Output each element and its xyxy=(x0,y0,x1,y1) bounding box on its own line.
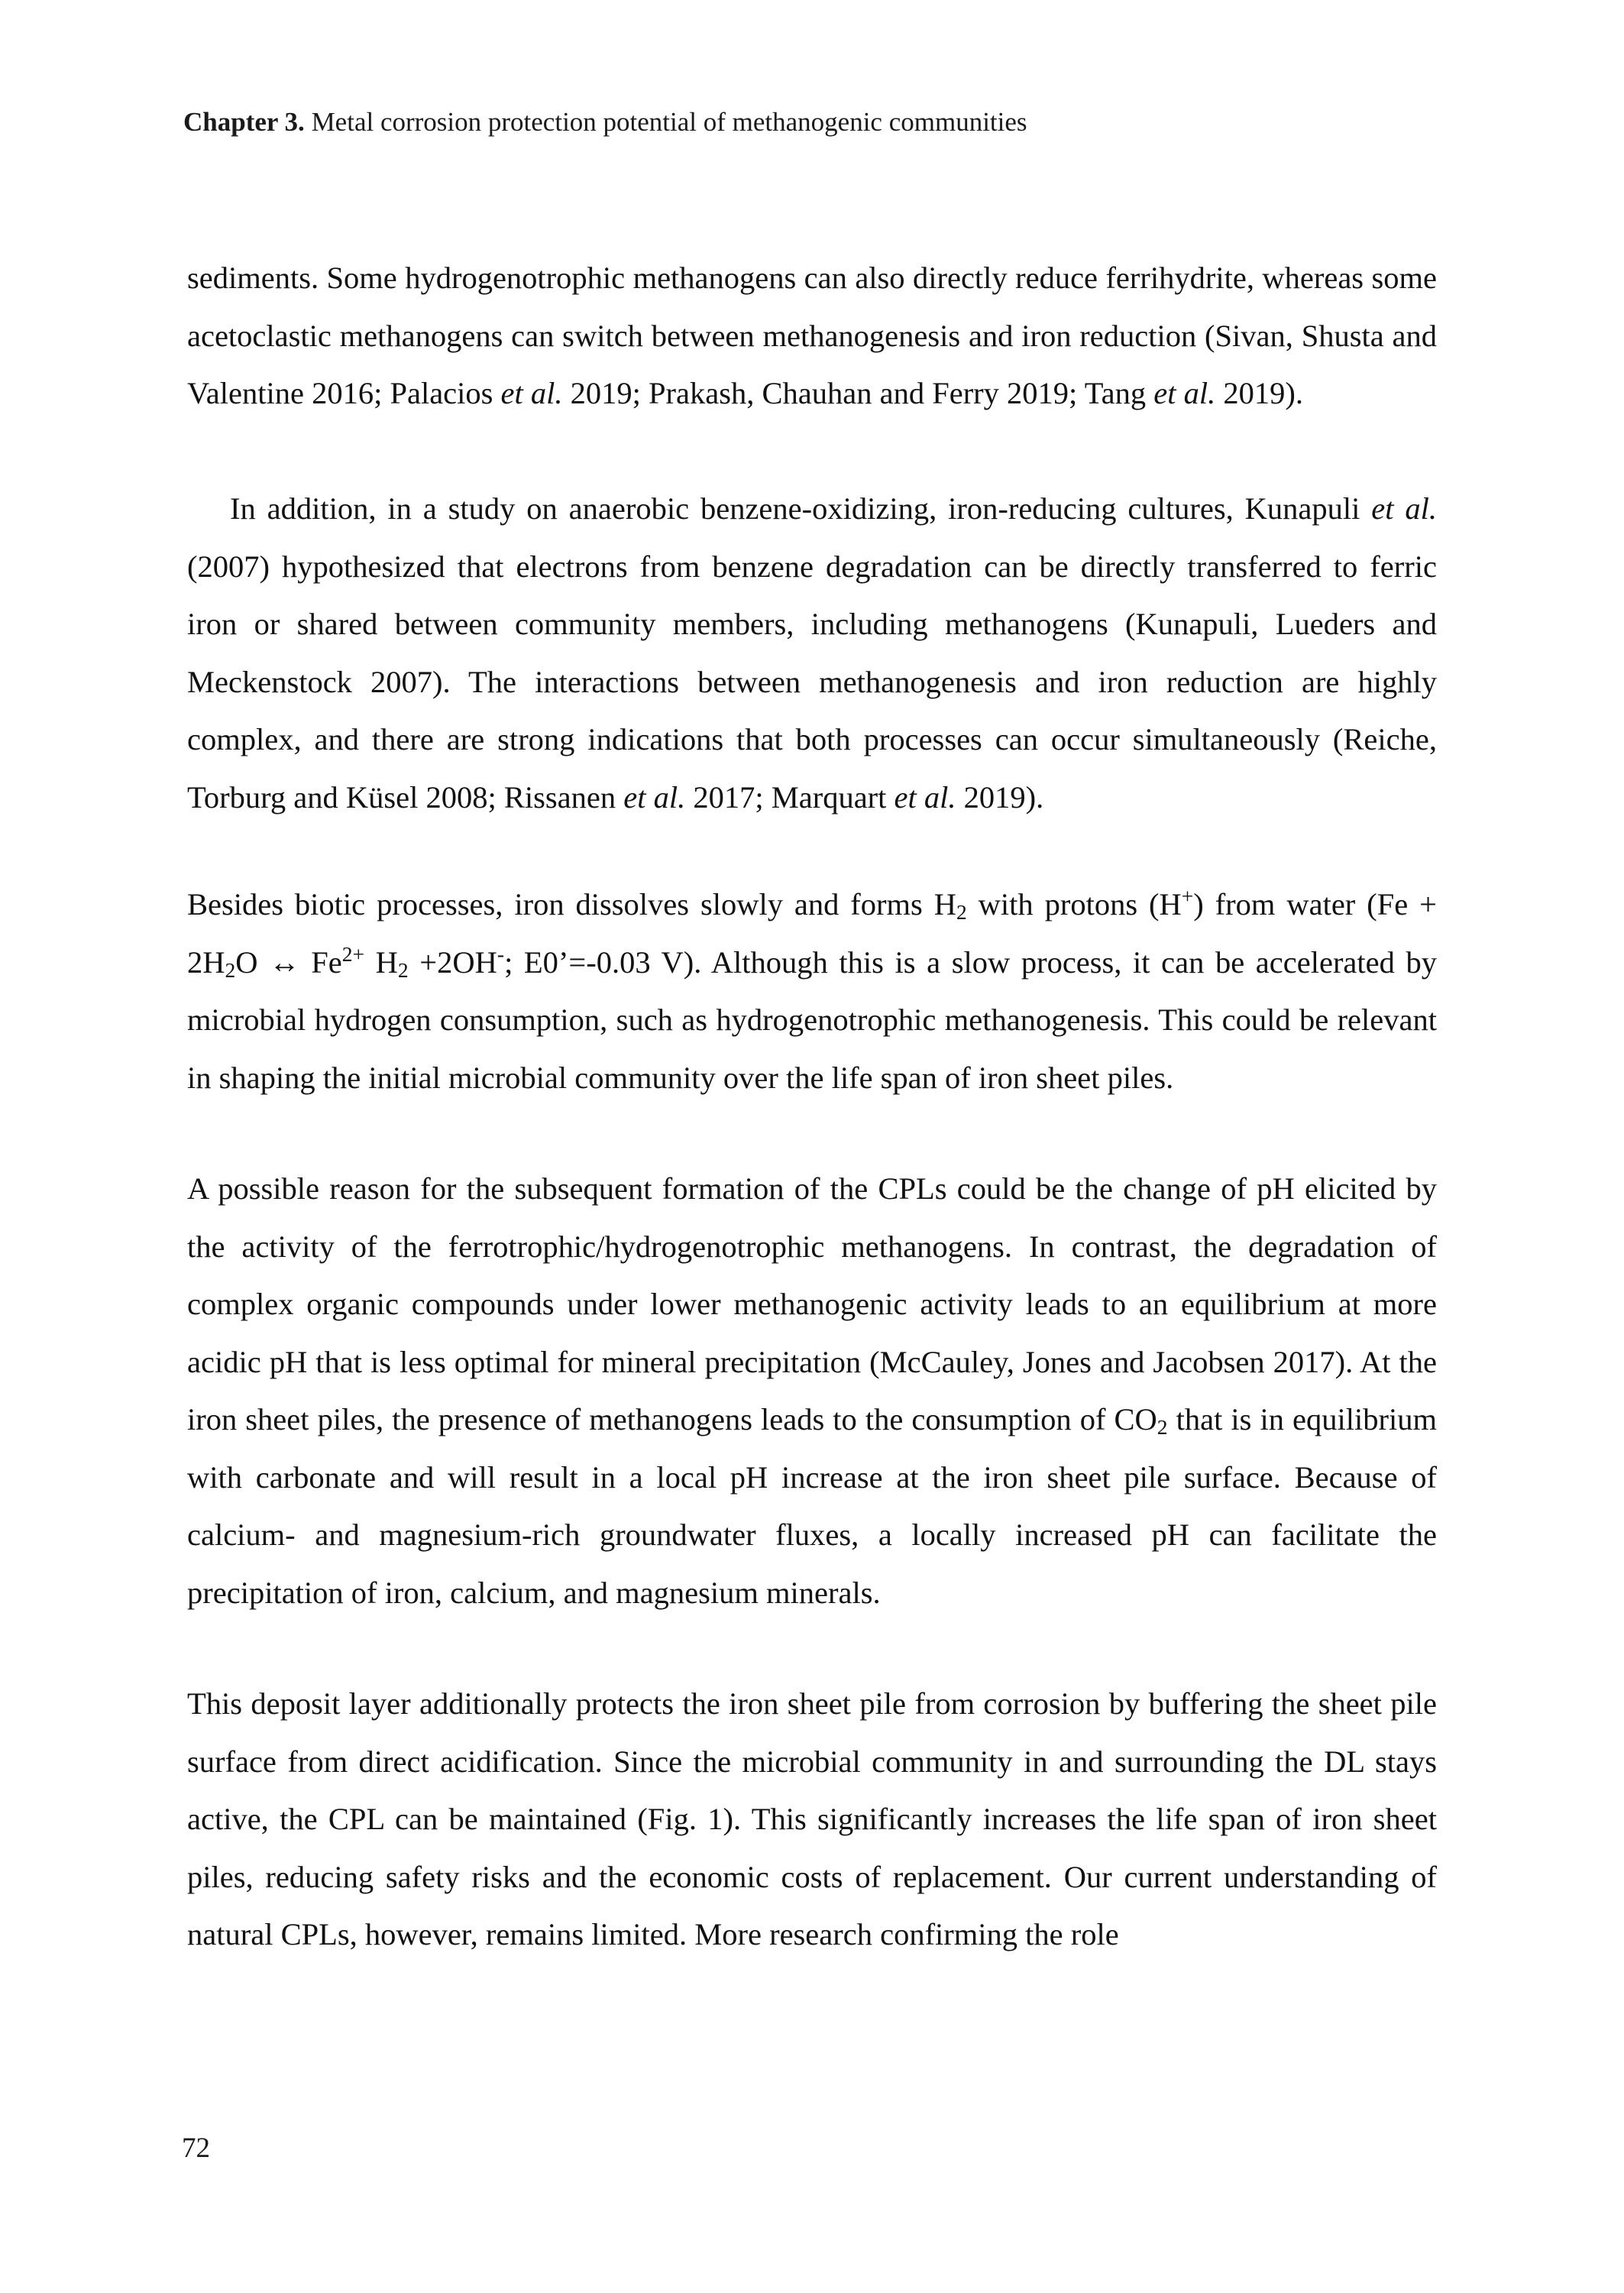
text-run: with protons (H xyxy=(966,887,1182,921)
text-run: In addition, in a study on anaerobic benzene-oxidizing, iron-reducing cultures, Kunapuli xyxy=(230,491,1372,526)
text-run: ) from water (Fe + 2H xyxy=(187,887,1437,980)
chapter-label: Chapter 3. xyxy=(183,107,305,137)
paragraph-ph-cpl-formation xyxy=(187,1160,1437,1621)
paragraph-deposit-layer xyxy=(187,1675,1437,1964)
text-run: 2019). xyxy=(1215,376,1303,410)
subscript: 2 xyxy=(397,957,409,982)
text-run: that is in equilibrium with carbonate and will result in a local pH increase at the iron sheet pile surface. Because of calcium- and magnesium-rich groundwater fluxes, a locally increased pH can facilitate the precipitation of iron, calcium, and magnesium minerals. xyxy=(187,1402,1437,1610)
text-run: +2OH xyxy=(408,944,497,980)
text-run: O ↔ Fe xyxy=(235,944,342,980)
text-run: 2017; Marquart xyxy=(685,779,894,815)
superscript: 2+ xyxy=(341,941,365,966)
running-head xyxy=(183,105,1027,139)
text-run: (2007) hypothesized that electrons from benzene degradation can be directly transferred to ferric iron or shared between community members, including methanogens (Kunapuli, Lueders and Meckenstock 2007). The interactions between methanogenesis and iron reduction are highly complex, and there are strong indications that both processes can occur simultaneously (Reiche, Torburg and Küsel 2008; Rissanen xyxy=(187,549,1437,815)
paragraph-sediments xyxy=(187,249,1437,423)
text-run: This deposit layer additionally protects the iron sheet pile from corrosion by buffering the sheet pile surface from direct acidification. Since the microbial community in and surrounding the DL stays active, the CPL can be maintained (Fig. 1). This significantly increases the life span of iron sheet piles, reducing safety risks and the economic costs of replacement. Our current understanding of natural CPLs, however, remains limited. More research confirming the role xyxy=(187,1686,1437,1951)
text-run: Besides biotic processes, iron dissolves slowly and forms H xyxy=(187,887,956,921)
text-run: 2019; Prakash, Chauhan and Ferry 2019; Tang xyxy=(562,376,1154,410)
superscript: + xyxy=(1181,883,1194,908)
subscript: 2 xyxy=(956,900,967,925)
page-number: 72 xyxy=(182,2133,210,2164)
subscript: 2 xyxy=(225,957,236,982)
text-run: A possible reason for the subsequent formation of the CPLs could be the change of pH elicited by the activity of the ferrotrophic/hydrogenotrophic methanogens. In contrast, the degradation of complex organic compounds under lower methanogenic activity leads to an equilibrium at more acidic pH that is less optimal for mineral precipitation (McCauley, Jones and Jacobsen 2017). At the iron sheet piles, the presence of methanogens leads to the consumption of CO xyxy=(187,1171,1437,1436)
superscript: - xyxy=(497,941,505,966)
text-run: ; E0’=-0.03 V). Although this is a slow process, it can be accelerated by microbial hydrogen consumption, such as hydrogenotrophic methanogenesis. This could be relevant in shaping the initial microbial community over the life span of iron sheet piles. xyxy=(187,944,1437,1095)
citation-et-al: et al. xyxy=(894,779,956,815)
citation-et-al: et al. xyxy=(1371,491,1437,526)
text-run: H xyxy=(364,944,398,980)
citation-et-al: et al. xyxy=(623,779,686,815)
text-run: 2019). xyxy=(956,779,1044,815)
subscript: 2 xyxy=(1157,1415,1168,1440)
citation-et-al: et al. xyxy=(500,376,563,410)
paragraph-abiotic-iron-dissolution xyxy=(187,876,1437,1106)
chapter-title: Metal corrosion protection potential of methanogenic communities xyxy=(304,107,1027,137)
text-run: sediments. Some hydrogenotrophic methanogens can also directly reduce ferrihydrite, whereas some acetoclastic methanogens can switch between methanogenesis and iron reduction (Sivan, Shusta and Valentine 2016; Palacios xyxy=(187,261,1437,410)
paragraph-kunapuli xyxy=(187,480,1437,826)
citation-et-al: et al. xyxy=(1153,376,1216,410)
